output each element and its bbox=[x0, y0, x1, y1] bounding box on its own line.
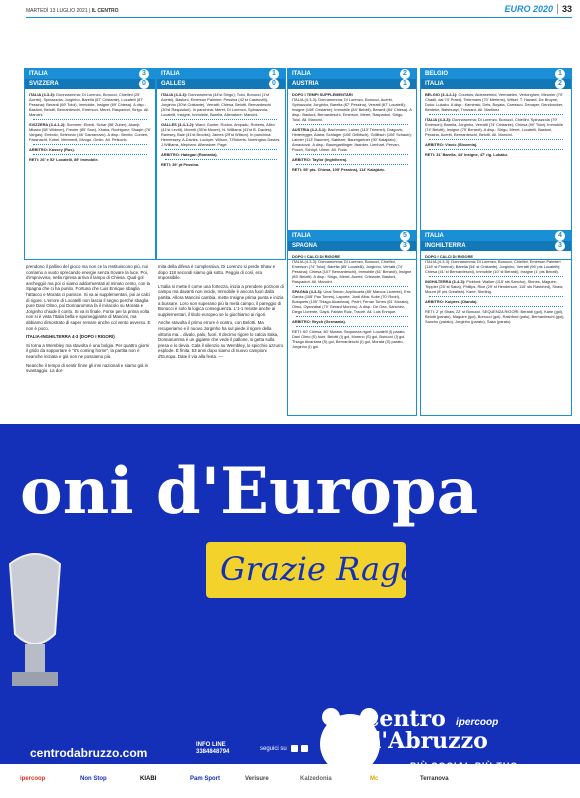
header-date: MARTEDÌ 13 LUGLIO 2021 bbox=[26, 8, 88, 14]
match-box-italia-spagna bbox=[287, 230, 417, 416]
paragraph: Anche stavolta il primo errore è nostro, con Belotti. Ma recuperiamo e il nuovo Jorginho ha sul piede il rigore della vittoria ma... divalo, palo, fuori. Il decimo rigore lo calcia Saka, Donnarumma è un gigante che vede il pallone, si getta sulla presa e lo devia. Cala il silenzio su Wembley, lo spicchio azzurro esplode. È finita, 53 anni dopo siamo di nuovo campioni d'Europa. Date il via alla festa. — bbox=[158, 320, 284, 359]
score-badge: 1 bbox=[400, 79, 410, 89]
logo: Verisure bbox=[245, 776, 269, 782]
goals: RETI: 26' e 52' Locatelli, 89' Immobile. bbox=[29, 157, 99, 162]
goals: RETI: 95' pts. Chiesa, 105' Pessina), 114' Kalajdzic. bbox=[292, 167, 386, 172]
ad-grazie-text: Grazie Ragazzi bbox=[220, 550, 464, 588]
facebook-icon[interactable] bbox=[291, 745, 298, 752]
goals: RETI: 39' pt Pessina. bbox=[161, 162, 200, 167]
score-badge: 0 bbox=[269, 79, 279, 89]
team-row-2: SVIZZERA 0 bbox=[25, 79, 155, 89]
page-number: 33 bbox=[557, 4, 572, 14]
partner-logos bbox=[0, 764, 580, 798]
referee: ARBITRO: Kuipers (Olanda). bbox=[425, 299, 478, 304]
score-badge: 2 bbox=[555, 79, 565, 89]
subheading: ITALIA-INGHILTERRA 4-3 (DOPO I RIGORI) bbox=[26, 334, 115, 340]
referee: ARBITRO: Taylor (Inghilterra). bbox=[292, 157, 348, 162]
logo: KIABI bbox=[140, 776, 157, 782]
team-row-2: GALLES 0 bbox=[157, 79, 285, 89]
article-column-1 bbox=[26, 264, 152, 377]
logo: Non Stop bbox=[80, 776, 107, 782]
article-column-2 bbox=[158, 264, 284, 363]
lineup-text: DOPO I TEMPI SUPPLEMENTARI ITALIA (4-3-3): Donnarumma; Di Lorenzo, Bonucci, Acerbi, Spinazzola; Jorginho, Barella (67' Pessina), Verratti (67' Locatelli); Insigne (108' Cristante), Immobile (84' Belotti), Berardi (84' Chiesa). A disp.: Bastoni, Bernardeschi, Emerson, Meret, Raspadori, Sirigu, Toloi. All. Mancini. AUSTRIA (4-2-3-1): Bachmann; Lainer (113' Trimmel), Dragovic, Hinteregger, Alaba; Schlager (106' Grillitsch), Grillitsch (106' Schaub); Laimer (113' Baumer), Sabitzer, Baumgartner (90' Kalajdzic); Arnautovic. A disp.: Baumgartlinger, Ilsanker, Lienhart, Pervan, Posch, Schöpf, Ulmer. All. Foda. ARBITRO: Taylor (Inghilterra). RETI: 95' pts. Chiesa, 105' Pessina), 114' Kalajdzic. bbox=[292, 92, 412, 172]
goals: RETI: 2' pt Shaw, 22' st Bonucci. SEQUENZA RIGORI: Berardi (gol), Kane (gol), Belotti (parato), Maguire (gol), Bonucci (gol), Rashford (palo), Bernardeschi (gol), Sancho (parato), Jorginho (parato), Saka (parato). bbox=[425, 309, 565, 324]
ad-website[interactable]: centrodabruzzo.com bbox=[30, 746, 148, 760]
paragraph: L'Italia si mette il come una fortezza, inizia a prendere porzioni di campo ma davanti non incide, Immobile è ancora fuori dalla partita. Allora Mancini cambia, mette Insigne prima punta e inizia a bussare. Loro non superano più la metà campo, il pareggio di Bonucci è solo la logica conseguenza. L'1-1 resiste anche ai supplementari, il titolo europeo se lo giochiamo ai rigori. bbox=[158, 283, 284, 317]
referee: ARBITRO: Kassey (Rus). bbox=[29, 147, 75, 152]
score-badge: 4 bbox=[555, 231, 565, 241]
team-row-1: ITALIA 3 bbox=[25, 69, 155, 79]
team-row-1: BELGIO 1 bbox=[421, 69, 571, 79]
match-box-italia-galles bbox=[156, 68, 286, 260]
match-box-italia-inghilterra bbox=[420, 230, 572, 416]
goals: RETI: 31' Barella, 44' Insigne, 47' rig. Lukaku. bbox=[425, 152, 508, 157]
ad-ipercoop: ipercoop bbox=[456, 717, 499, 728]
ad-social: seguici su bbox=[260, 745, 308, 752]
ad-info-line: INFO LINE 3384848794 bbox=[196, 742, 230, 755]
paragraph: Si torna a Wembley ma stavolta è una bolgia. Per quattro giorni il grido da sopportare è "it's coming home", la partita non è neanche iniziata e già non ne possiamo più. bbox=[26, 342, 150, 359]
team-row-2: INGHILTERRA 3 bbox=[421, 241, 571, 251]
advertisement bbox=[0, 424, 580, 798]
score-badge: 1 bbox=[269, 69, 279, 79]
score-badge: 1 bbox=[555, 69, 565, 79]
team-row-1: ITALIA 5 bbox=[288, 231, 416, 241]
score-badge: 3 bbox=[555, 241, 565, 251]
header-dateline: MARTEDÌ 13 LUGLIO 2021 | IL CENTRO bbox=[26, 8, 119, 14]
lineup-text: DOPO I CALCI DI RIGORE ITALIA (4-3-3): Donnarumma; Di Lorenzo, Bonucci, Chiellini, Emerson Palmieri (118' st Florenzi); Barella (54' st Cristante), Jorginho, Verratti (96' pts Locatelli); Chiesa (41' st Bernardeschi), Immobile (10' st Berardi), Insigne (1' pts Belotti). INGHILTERRA (3-4-3): Pickford; Walker (115' sts Sancho), Stones, Maguire; Trippier (25' st Saka), Phillips, Rice (29' st Henderson, 115' sts Rashford), Shaw; Mount (8' pts Grealish), Kane, Sterling. ARBITRO: Kuipers (Olanda). RETI: 2' pt Shaw, 22' st Bonucci. SEQUENZA RIGORI: Berardi (gol), Kane (gol), Belotti (parato), Maguire (gol), Bonucci (gol), Rashford (palo), Bernardeschi (gol), Sancho (parato), Jorginho (parato), Saka (parato). bbox=[425, 254, 565, 324]
score-badge: 5 bbox=[400, 231, 410, 241]
team-row-1: ITALIA 1 bbox=[157, 69, 285, 79]
score-badge: 3 bbox=[400, 241, 410, 251]
score-badge: 2 bbox=[400, 69, 410, 79]
paragraph: prendono il pallino del gioco ma non ce la restituiscono più, noi corriamo a vuoto sprecando energie senza trovare la luce. Poi, d'improvviso, nella ripresa arriva il lampo di Chiesa. Qual gol ancheggiò ma poi ci siamo addormentati al minuto cento, con la Spagna che ci ha punito. Fortuna che Luis Enrique sbaglia l'attacco e Morata ci punisce. Si va ai supplementari, poi ai calci di rigore. L'errore di Locatelli non lascia il segno perché sbaglia pure Dani Olmo, poi Donnarumma fa il miracolo su Morata e Jorginho chiude il conto. Si va in finale. Forse per la prima volta non si è vista l'Italia bella e spumeggiante di Mancini, ma abbiamo dimostrato di saper remare anche col vento avverso. E non è poco. bbox=[26, 264, 151, 331]
header-paper: IL CENTRO bbox=[91, 8, 119, 14]
referee: ARBITRO: Vincic (Slovenia). bbox=[425, 142, 478, 147]
team-row-2: AUSTRIA 1 bbox=[288, 79, 416, 89]
ad-brand: centro d'Abruzzo bbox=[366, 706, 488, 754]
team-row-1: ITALIA 4 bbox=[421, 231, 571, 241]
logo: Mc bbox=[370, 776, 379, 782]
paragraph: Neanche il tempo di sentir finire gli inni nazionali e siamo già in svantaggio. La dor- bbox=[26, 362, 149, 374]
logo: Kalzedonia bbox=[300, 776, 332, 782]
lineup-text: BELGIO (3-4-2-1): Courtois; Alderweireld, Vermaelen, Vertonghen; Meunier (70' Chadli, dal 74' Praet), Tielemans (70' Mertens), Witsel, T. Hazard; De Bruyne, Doku; Lukaku. A disp.: Kaminski, Dels, Boyata, Carrasco, Denayer, Dendoncker, Benteke, Batshuayi, Trossard. All. Martinez. ITALIA (4-3-3): Donnarumma; Di Lorenzo, Bonucci, Chiellini, Spinazzola (79' Emerson); Barella, Jorginho, Verratti (74' Cristante); Chiesa (90' Toloi), Immobile (74' Belotti), Insigne (79' Berardi). A disp.: Sirigu, Meret, Locatelli, Bastoni, Pessina, Acerbi, Bernardeschi, Belotti. All. Mancini. ARBITRO: Vincic (Slovenia). RETI: 31' Barella, 44' Insigne, 47' rig. Lukaku. bbox=[425, 92, 564, 157]
score-badge: 3 bbox=[139, 69, 149, 79]
referee: ARBITRO: Brych (Germania). bbox=[292, 319, 346, 324]
header-rule bbox=[26, 17, 572, 18]
paragraph: mita della difesa è complessiva, Di Lorenzo si perde Shaw e dopo 118 secondi siamo già sotto. Peggio di così, era impossibile. bbox=[158, 264, 276, 281]
team-row-2: SPAGNA 3 bbox=[288, 241, 416, 251]
team-row-1: ITALIA 2 bbox=[288, 69, 416, 79]
lineup-text: ITALIA (4-3-3): Donnarumma (44'st Sirigu); Toloi, Bonucci (1'st Acerbi), Bastoni, Emerson Palmieri; Pessina (42'st Castrovilli), Jorginho (30'st Cristante), Verratti; Chiesa, Belotti, Bernardeschi (30'st Raspadori). In panchina: Meret, Di Lorenzo, Spinazzola, Locatelli, Insigne, Immobile, Barella. Allenatore: Mancini. GALLES (3-4-1-2): Ward; Gunter, Rodon, Ampadu, Roberts, Allen (41'st Levitt), Morrell (35'st Moore), N. Williams (41'st B. Davies); Ramsey, Bale (41'st Brooks); James (29'st Wilson). In panchina: Hennessey, A.Davies, Lockyer, Wilson, T.Roberts, Norrington-Davies, J.Williams, Mepham. Allenatore: Page. ARBITRO: Hategan (Romania). RETI: 39' pt Pessina. bbox=[161, 92, 281, 167]
logo: ipercoop bbox=[20, 776, 46, 782]
section-name: EURO 2020 bbox=[504, 4, 553, 14]
match-box-italia-svizzera bbox=[24, 68, 156, 260]
logo: Pam Sport bbox=[190, 776, 221, 782]
trophy-icon bbox=[0, 544, 70, 694]
lineup-text: DOPO I CALCI DI RIGORE ITALIA (4-3-3): Donnarumma; Di Lorenzo, Bonucci, Chiellini, Emerson (74' Toloi); Barella (85' Locatelli), Jorginho, Verratti (74' Pessina); Chiesa (107' Bernardeschi), Immobile (61' Berardi), Insigne (85' Belotti). A disp.: Sirigu, Meret, Acerbi, Cristante, Bastoni, Raspadori. All. Mancini. SPAGNA (4-3-3): Unai Simón; Azpilicueta (85' Marcos Llorente), Eric Garcia (108' Pau Torres), Laporte, Jordi Alba; Koke (70' Rodri), Busquets (105' Thiago Alcantara), Pedri; Ferran Torres (61' Morata), Olmo, Oyarzabal (70' Gerard Moreno). A disp.: De Gea, Sánchez, Diego Llorente, Gayà, Fabián Ruiz, Traoré. All. Luis Enrique. ARBITRO: Brych (Germania). RETI: 60' Chiesa, 80' Morata. Sequenza rigori: Locatelli (I) parato, Dani Olmo (S) fuori, Belotti (I) gol, Moreno (S) gol, Bonucci (I) gol, Thiago Alcantara (S) gol, Bernardeschi (I) gol, Morata (S) parato, Jorginho (I) gol. bbox=[292, 254, 412, 349]
header-section bbox=[504, 4, 572, 14]
logo: Terranova bbox=[420, 776, 449, 782]
instagram-icon[interactable] bbox=[301, 745, 308, 752]
goals: RETI: 60' Chiesa, 80' Morata. Sequenza rigori: Locatelli (I) parato, Dani Olmo (S) fuori, Belotti (I) gol, Moreno (S) gol, Bonucci (I) gol, Thiago Alcantara (S) gol, Bernardeschi (I) gol, Morata (S) parato, Jorginho (I) gol. bbox=[292, 329, 406, 349]
ad-headline: oni d'Europa bbox=[20, 454, 479, 529]
team-row-2: ITALIA 2 bbox=[421, 79, 571, 89]
page-header bbox=[0, 0, 580, 24]
phone-number: 3384848794 bbox=[196, 749, 230, 755]
lineup-text: ITALIA (4-3-3): Donnarumma; Di Lorenzo, Bonucci, Chiellini (25' Acerbi), Spinazzola; Jorginho, Barella (87' Cristante), Locatelli (87' Pessina); Berardi (69' Toloi), Immobile, Insigne (69' Chiesa). A disp.: Bastoni, Belotti, Bernardeschi, Emerson, Meret, Raspadori, Sirigu. All. Mancini. SVIZZERA (3-4-1-2): Sommer; Elvedi, Schar (58' Zuber), Akanji; Mbabu (58' Widmer), Freuler (85' Sow), Xhaka, Rodriguez; Shaqiri (76' Vargas); Embolo, Seferovic (46' Gavranovic). A disp.: Benito, Comert, Fassnacht, Kobel, Mehmedi, Mvogo, Omlin. All. Petkovic. ARBITRO: Kassey (Rus). RETI: 26' e 52' Locatelli, 89' Immobile. bbox=[29, 92, 151, 162]
referee: ARBITRO: Hategan (Romania). bbox=[161, 152, 218, 157]
score-badge: 0 bbox=[139, 79, 149, 89]
